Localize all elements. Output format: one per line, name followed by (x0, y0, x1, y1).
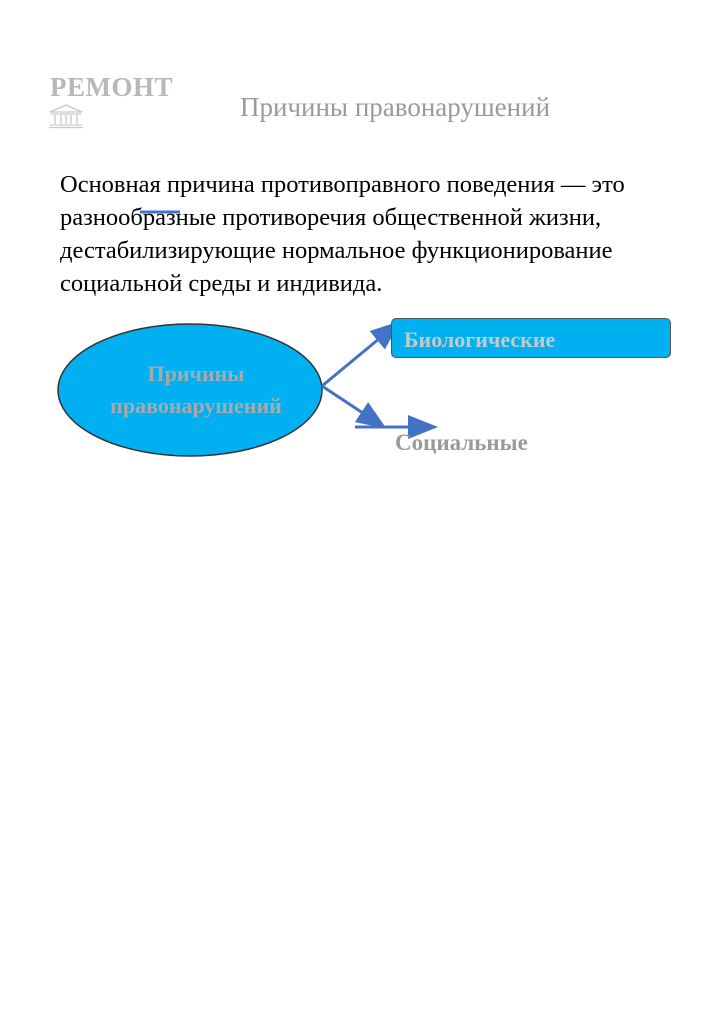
ellipse-label: Причины правонарушений (110, 361, 282, 418)
social-label: Социальные (395, 430, 528, 455)
main-paragraph: Основная причина противоправного поведения — это разнообразные противоречия общественной жизни, дестабилизирующие нормальное функционирование социальной среды и индивида. (60, 171, 625, 297)
arrow-to-social-diagonal (322, 386, 384, 427)
logo-text: РЕМОНТ (50, 72, 173, 102)
biological-label: Биологические (404, 327, 556, 352)
page-title: Причины правонарушений (240, 92, 551, 122)
arrow-to-biological (322, 323, 398, 386)
biological-box (391, 318, 671, 358)
